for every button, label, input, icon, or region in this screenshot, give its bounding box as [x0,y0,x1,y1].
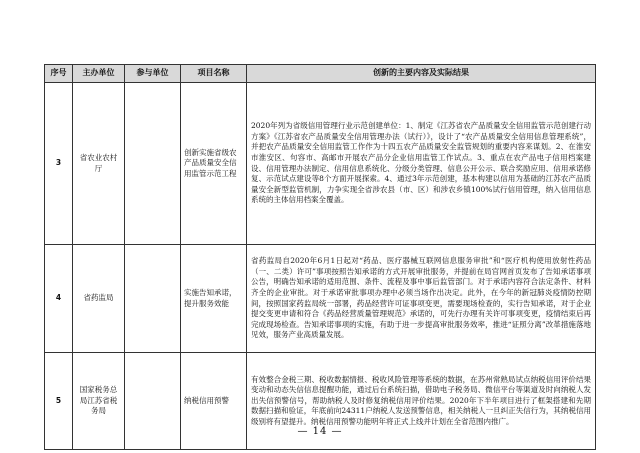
row-participants [125,83,181,245]
header-participants: 参与单位 [125,65,181,83]
row-participants [125,245,181,353]
table-row [45,83,596,245]
row-host: 国家税务总局江苏省税务局 [73,353,125,450]
header-project: 项目名称 [181,65,247,83]
row-project: 实施告知承诺，提升服务效能 [181,245,247,353]
table-row [45,245,596,353]
row-project: 创新实施省级农产品质量安全信用监管示范工程 [181,83,247,245]
row-project: 纳税信用预警 [181,353,247,450]
row-serial: 5 [45,353,73,450]
row-content: 2020年列为省级信用管理行业示范创建单位：1、制定《江苏省农产品质量安全信用监管示范创建行动方案》《江苏省农产品质量安全信用管理办法（试行）》，设计了“农产品质量安全信用信息管理系统”，并把农产品质量安全信用监管工作作为十四五农产品质量安全监管规划的重要内容来谋划。2、在淮安市淮安区、句容市、高邮市开展农产品分企业信用监管工作试点。3、重点在农产品电子信用档案建设、信用管理办法制定、信用信息系统化、分级分类管理、信息公开公示、联合奖励应用、信用承诺修复、示范试点建设等8个方面开展探索。4、通过3年示范创建，基本构建以信用为基础的江苏农产品质量安全新型监管机制，力争实现全省涉农县（市、区）和涉农乡镇100%试行信用管理，纳入信用信息系统的主体信用档案全覆盖。 [247,83,596,245]
table-header-row [45,65,596,83]
header-serial: 序号 [45,65,73,83]
row-host: 省农业农村厅 [73,83,125,245]
row-content: 省药监局自2020年6月1日起对“药品、医疗器械互联网信息服务审批”和“医疗机构使用放射性药品（一、二类）许可”事项按照告知承诺的方式开展审批服务，并提前在局官网首页发布了告知承诺事项公告，明确告知承诺的适用范围、条件、流程及事中事后监管部门。对于承诺内容符合法定条件、材料齐全的企业审批。对于承诺审批事项办理中必须当场作出决定。此外，在今年的新冠肺炎疫情防控期间，按照国家药监局统一部署，药品经营许可证事项变更，需要现场检查的，实行告知承诺，对于企业提交变更申请和符合《药品经营质量管理规范》承诺的，可先行办理有关许可事项变更，疫情结束后再完成现场检查。告知承诺事项的实施，有助于进一步提高审批服务效率，推进“证照分离”改革措施落地见效，服务产业高质量发展。 [247,245,596,353]
row-content: 有效整合金税三期、税收数据情报、税收风险管理等系统的数据，在苏州常熟局试点纳税信用评价结果变动和动态失信信息提醒功能，通过后台系统扫描，借助电子税务局、微信平台等渠道及时向纳税人发出失信预警信号，帮助纳税人及时修复纳税信用评价结果。2020年下半年项目进行了框架搭建和先期数据扫描和验证，年底前向24311户纳税人发送预警信息，相关纳税人一旦纠正失信行为，其纳税信用级别将有望提升。纳税信用预警功能明年将正式上线并计划在全省范围内推广。 [247,353,596,450]
innovation-table [44,64,596,450]
row-serial: 4 [45,245,73,353]
header-content: 创新的主要内容及实际结果 [247,65,596,83]
row-host: 省药监局 [73,245,125,353]
row-serial: 3 [45,83,73,245]
header-host: 主办单位 [73,65,125,83]
page-number: — 14 — [297,426,343,437]
